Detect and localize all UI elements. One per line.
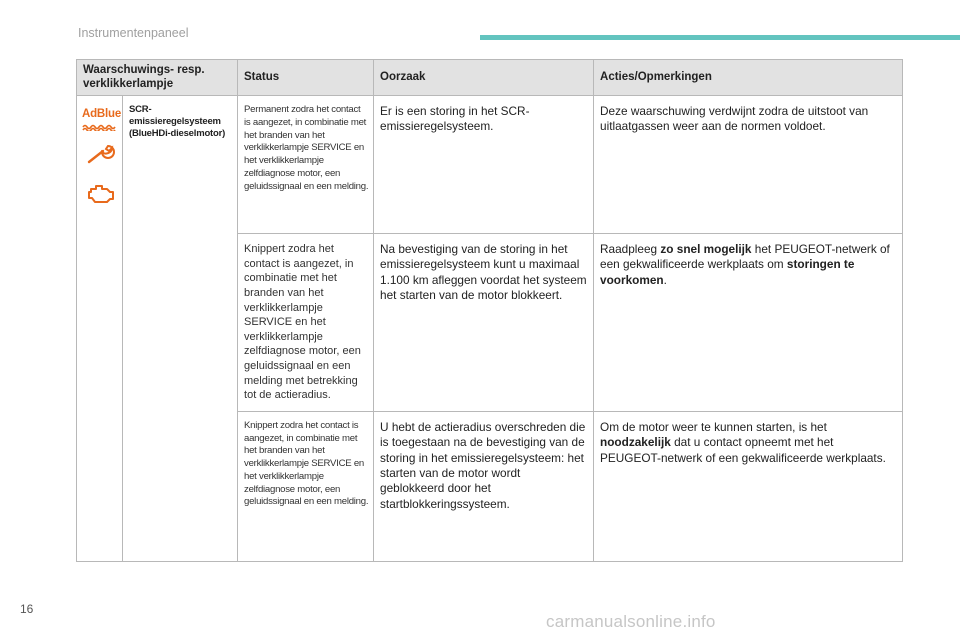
column-header-status: Status [238,60,374,96]
watermark: carmanualsonline.info [546,612,716,631]
system-name: SCR-emissieregelsysteem (BlueHDi-dieselmotor) [123,96,238,562]
action-emphasis: storingen te voorkomen [600,257,855,287]
action-text: Raadpleeg [600,242,661,256]
action-text: dat u contact opneemt met het PEUGEOT-netwerk of een gekwalificeerde werkplaats. [600,435,886,465]
column-header-cause: Oorzaak [374,60,594,96]
wrench-icon [82,143,122,170]
action-text: Om de motor weer te kunnen starten, is het [600,419,827,434]
engine-icon [82,182,122,209]
row-status: Knippert zodra het contact is aangezet, in combinatie met het branden van het verklikkerlampje SERVICE en het verklikkerlampje zelfdiagnose motor, een geluidssignaal en een melding met betrekking tot de actieradius. [238,234,374,412]
action-text: het PEUGEOT-netwerk of een gekwalificeerde werkplaats om [600,242,890,272]
adblue-icon-label: AdBlue [82,108,122,120]
row-action [594,411,903,561]
action-emphasis: noodzakelijk [600,435,671,450]
row-cause: Er is een storing in het SCR-emissieregelsysteem. [374,96,594,234]
row-cause: U hebt de actieradius overschreden die is toegestaan na de bevestiging van de storing in het emissieregelsysteem: het starten van de motor wordt geblokkeerd door het startblokkeringssysteem. [374,411,594,561]
row-action: Deze waarschuwing verdwijnt zodra de uitstoot van uitlaatgassen weer aan de normen voldoet. [594,96,903,234]
adblue-icon [82,104,122,131]
row-cause: Na bevestiging van de storing in het emissieregelsysteem kunt u maximaal 1.100 km afleggen voordat het systeem het starten van de motor blokkeert. [374,234,594,412]
column-header-actions: Acties/Opmerkingen [594,60,903,96]
table-row [77,96,903,234]
header-accent-bar [480,35,960,40]
row-status: Permanent zodra het contact is aangezet, in combinatie met het branden van het verklikkerlampje SERVICE en het verklikkerlampje zelfdiagnose motor, een geluidssignaal en een melding. [238,96,374,234]
section-title: Instrumentenpaneel [78,26,189,40]
page-number: 16 [20,602,34,616]
lamp-icons-cell [77,96,123,562]
action-text: . [663,272,667,287]
row-status: Knippert zodra het contact is aangezet, in combinatie met het branden van het verklikkerlampje SERVICE en het verklikkerlampje zelfdiagnose motor, een geluidssignaal en een melding. [238,411,374,561]
table-header-row [77,60,903,96]
warning-lamp-table [76,59,903,562]
column-header-lamp: Waarschuwings- resp. verklikkerlampje [77,60,238,96]
action-emphasis: zo snel mogelijk [660,242,752,256]
row-action [594,234,903,412]
